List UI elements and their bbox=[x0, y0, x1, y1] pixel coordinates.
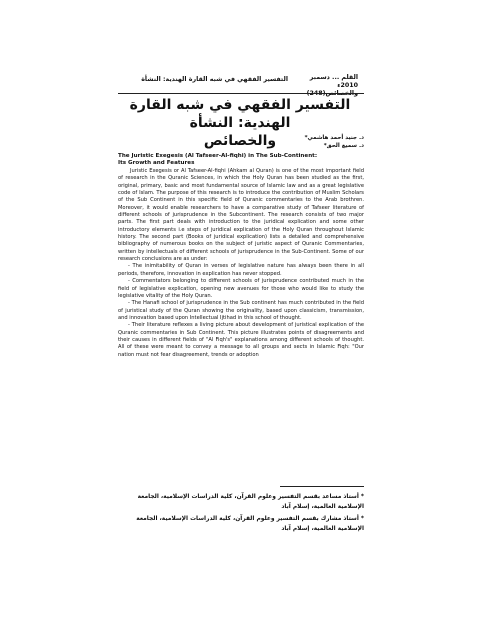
english-title-line1: The Juristic Exegesis (Al Tafseer-Al-fiqhi) in The Sub-Continent: bbox=[118, 153, 318, 159]
footnote-rule bbox=[280, 486, 364, 487]
conclusion-item: - Their literature reflexes a living picture about development of juristical explication of the Quranic commentaries in Sub Continent. This picture illustrates points of disagreements and their causes in different fields of "Al Fiqh's" explanations among different schools of thought. All of these were meant to convey a message to all groups and sects in Islamic Fiqh: "Our nation must not fear disagreement, trends or adoption bbox=[118, 322, 364, 358]
journal-issue: القلم ... دسمبر 2010ء bbox=[309, 74, 358, 89]
conclusion-item: - The Hanafi school of jurisprudence in the Sub continent has much contributed in the field of juristical study of the Quran showing the originality, based upon classicism, transmission, and innovation based upon Intellectual Ijtihad in this school of thought. bbox=[118, 300, 364, 321]
footnotes bbox=[118, 492, 364, 536]
author-list bbox=[118, 134, 364, 150]
abstract bbox=[118, 168, 364, 359]
conclusion-item: - The inimitability of Quran in verses of legislative nature has always been there in all periods, therefore, innovation in explication has never stopped. bbox=[118, 263, 364, 277]
journal-page: والخصائص(248) bbox=[306, 90, 358, 97]
running-title: التفسير الفقهي في شبه القارة الهندية: النشأة bbox=[141, 76, 288, 83]
footnote-2: * أستاذ مشارك بقسم التفسير وعلوم القرآن، كلية الدراسات الإسلامية، الجامعة الإسلامية العالمية، إسلام آباد bbox=[136, 516, 364, 532]
abstract-paragraph: Juristic Exegesis or Al Tafseer-Al-fiqhi (Ahkam al Quran) is one of the most important field of research in the Quranic Sciences, in which the Holy Quran has been studied as the first, original, primary, basic and most fundamental source of Islamic law and as a great legislative code of Islam. The purpose of this research is to introduce the contribution of Muslim Scholars of the Sub Continent in this specific field of Quranic commentaries to the Arab brothren. Moreover, it would enable researchers to have a comparative study of Tafseer literature of different schools of jurisprudence in the Subcontinent. The research consists of two major parts. The first part deals with introduction to the juridical explication and some other introductory elements i.e steps of juridical explication of the Holy Quran throughout Islamic history. The second part (Books of juridical explication) lists a detailed and comprehensive bibliography of numerous books on the subject of juristic aspect of Quranic Commentaries, written by intellectuals of different schools of jurisprudence in the Sub-Continent. Some of our research conclusions are as under: bbox=[118, 168, 364, 263]
english-title bbox=[118, 153, 364, 168]
english-title-line2: Its Growth and Features bbox=[118, 160, 195, 167]
conclusion-item: - Commentators belonging to different schools of jurisprudence contributed much in the field of legislative explication, opening new avenues for those who would like to study the legislative vitality of the Holy Quran. bbox=[118, 278, 364, 299]
article-title-line2: والخصائص bbox=[203, 133, 277, 149]
journal-info bbox=[296, 74, 358, 98]
author-1: د. جنيد أحمد هاشمي* bbox=[304, 135, 364, 141]
footnote-1: * أستاذ مساعد بقسم التفسير وعلوم القرآن، كلية الدراسات الإسلامية، الجامعة الإسلامية العالمية، إسلام آباد bbox=[137, 494, 364, 510]
article-title-line1: التفسير الفقهي في شبه القارة الهندية: النشأة bbox=[129, 97, 351, 131]
author-2: د. سميع الحق* bbox=[323, 143, 364, 149]
header-rule bbox=[118, 93, 364, 94]
